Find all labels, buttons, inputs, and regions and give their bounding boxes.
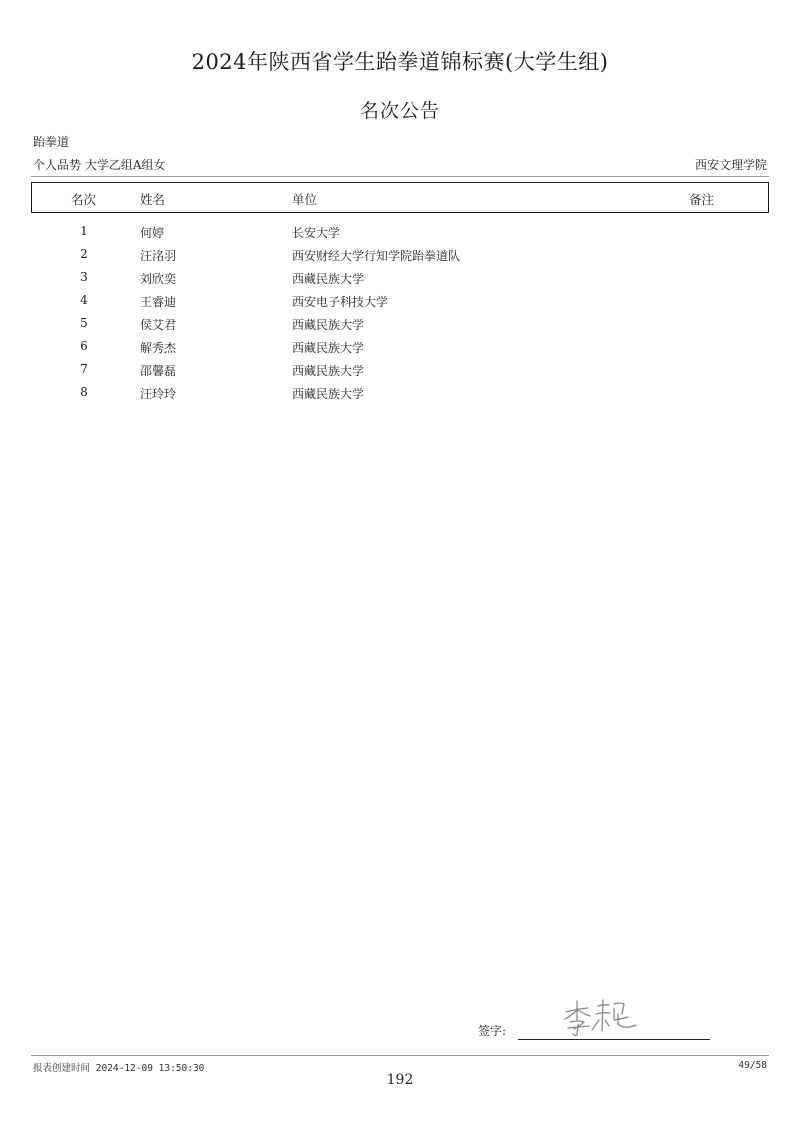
row-unit: 西安财经大学行知学院跆拳道队	[292, 249, 461, 263]
row-name: 解秀杰	[140, 341, 177, 355]
row-rank: 2	[80, 247, 88, 261]
row-name: 邵馨磊	[140, 364, 177, 378]
row-unit: 西藏民族大学	[292, 387, 365, 401]
row-rank: 4	[80, 293, 88, 307]
page-number: 192	[386, 1072, 414, 1088]
row-name: 刘欣奕	[140, 272, 177, 286]
table-row	[0, 362, 800, 385]
row-rank: 5	[80, 316, 88, 330]
table-row	[0, 339, 800, 362]
row-unit: 西安电子科技大学	[292, 295, 389, 309]
row-rank: 1	[80, 224, 88, 238]
footer-divider	[31, 1055, 769, 1056]
row-unit: 西藏民族大学	[292, 272, 365, 286]
event-label: 个人品势 大学乙组A组女	[33, 158, 166, 172]
table-header	[31, 182, 769, 213]
header-note: 备注	[689, 192, 715, 207]
sport-label: 跆拳道	[33, 135, 70, 149]
row-rank: 6	[80, 339, 88, 353]
table-row	[0, 316, 800, 339]
table-row	[0, 293, 800, 316]
document-title: 2024年陕西省学生跆拳道锦标赛(大学生组)	[191, 50, 609, 74]
page-of-total: 49/58	[738, 1060, 767, 1071]
row-name: 侯艾君	[140, 318, 177, 332]
report-created-time: 报表创建时间 2024-12-09 13:50:30	[33, 1063, 205, 1074]
signature-line	[518, 1039, 710, 1040]
header-unit: 单位	[292, 192, 318, 207]
row-name: 汪洺羽	[140, 249, 177, 263]
row-rank: 7	[80, 362, 88, 376]
row-name: 王睿迪	[140, 295, 177, 309]
row-rank: 3	[80, 270, 88, 284]
row-name: 何婷	[140, 226, 165, 240]
table-row	[0, 270, 800, 293]
header-divider	[31, 176, 769, 177]
header-name: 姓名	[140, 192, 166, 207]
signature-label: 签字:	[478, 1024, 507, 1038]
row-unit: 西藏民族大学	[292, 364, 365, 378]
row-name: 汪玲玲	[140, 387, 177, 401]
handwritten-signature	[562, 998, 642, 1038]
host-label: 西安文理学院	[694, 158, 767, 172]
table-row	[0, 385, 800, 408]
table-row	[0, 247, 800, 270]
row-unit: 西藏民族大学	[292, 341, 365, 355]
row-rank: 8	[80, 385, 88, 399]
table-row	[0, 224, 800, 247]
row-unit: 长安大学	[292, 226, 341, 240]
row-unit: 西藏民族大学	[292, 318, 365, 332]
header-rank: 名次	[71, 192, 97, 207]
document-subtitle: 名次公告	[359, 100, 440, 122]
